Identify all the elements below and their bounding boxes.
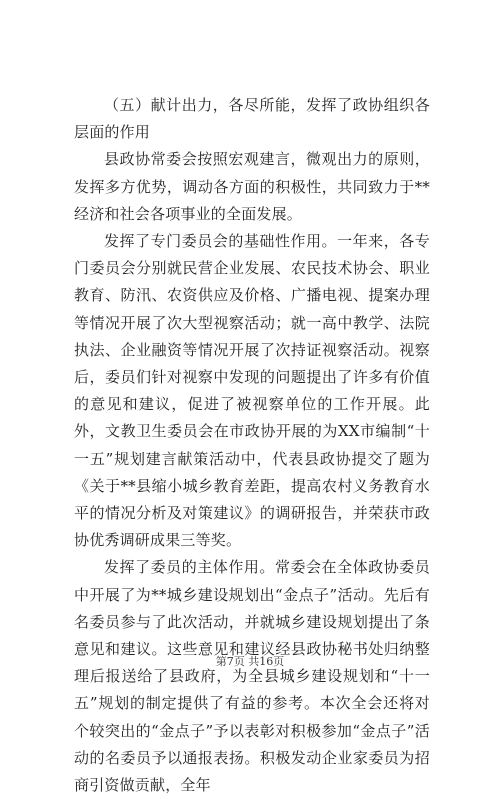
section-heading: （五）献计出力，各尽所能，发挥了政协组织各层面的作用 [74, 96, 430, 142]
paragraph-1: 县政协常委会按照宏观建言，微观出力的原则，发挥多方优势，调动各方面的积极性，共同致力于**经济和社会各项事业的全面发展。 [74, 150, 430, 223]
document-body [74, 92, 430, 799]
page-footer: 第7页 共16页 [215, 655, 285, 668]
paragraph-2: 发挥了专门委员会的基础性作用。一年来，各专门委员会分别就民营企业发展、农民技术协会、职业教育、防汛、农资供应及价格、广播电视、提案办理等情况开展了次大型视察活动；就一高中教学、法院执法、企业融资等情况开展了次持证视察活动。视察后，委员们针对视察中发现的问题提出了许多有价值的意见和建议，促进了被视察单位的工作开展。此外，文教卫生委员会在市政协开展的为XX市编制“十一五”规划建言献策活动中，代表县政协提交了题为《关于**县缩小城乡教育差距，提高农村义务教育水平的情况分析及对策建议》的调研报告，并荣获市政协优秀调研成果三等奖。 [74, 232, 430, 550]
paragraph-3: 发挥了委员的主体作用。常委会在全体政协委员中开展了为**城乡建设规划出“金点子”活动。先后有名委员参与了此次活动，并就城乡建设规划提出了条意见和建议。这些意见和建议经县政协秘书处归纳整理后报送给了县政府，为全县城乡建设规划和“十一五”规划的制定提供了有益的参考。本次全会还将对个较突出的“金点子”予以表彰对积极参加“金点子”活动的名委员予以通报表扬。积极发动企业家委员为招商引资做贡献，全年 [74, 558, 430, 795]
